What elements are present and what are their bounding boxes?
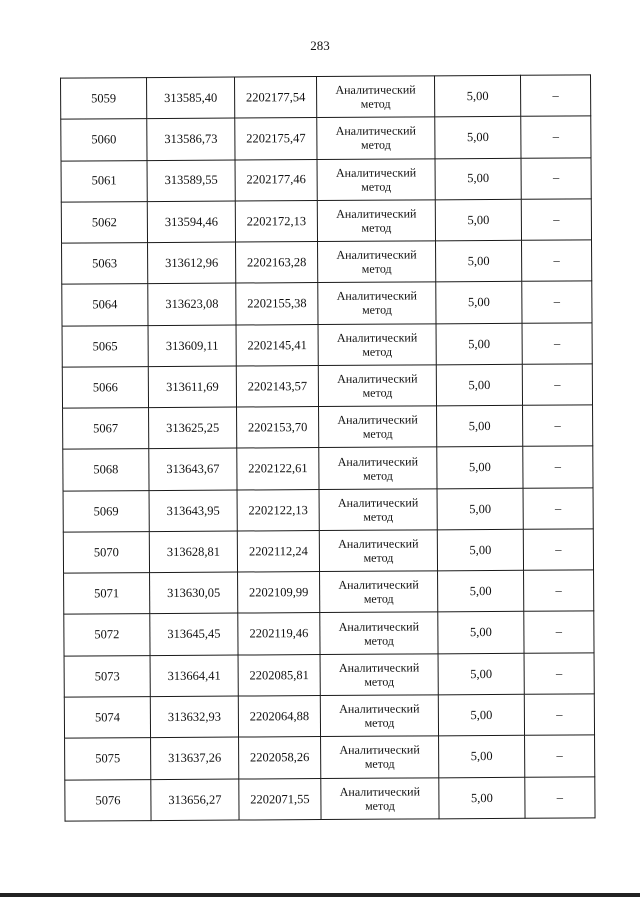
table-row (61, 157, 591, 202)
x-coordinate-cell: 313628,81 (149, 531, 237, 573)
table-row (63, 488, 593, 533)
error-value-cell: 5,00 (435, 199, 521, 241)
y-coordinate-cell: 2202153,70 (237, 407, 319, 449)
method-line-2: метод (364, 633, 394, 648)
method-line-1: Аналитический (338, 536, 419, 551)
method-cell (320, 571, 438, 613)
method-cell (321, 777, 439, 819)
table-row (65, 735, 595, 780)
method-line-1: Аналитический (337, 453, 419, 469)
x-coordinate-cell: 313623,08 (148, 283, 236, 325)
method-cell (320, 612, 438, 654)
method-cell (318, 241, 436, 283)
point-number-cell: 5076 (65, 779, 151, 821)
table-row (62, 281, 592, 326)
y-coordinate-cell: 2202122,61 (237, 448, 319, 490)
scan-bottom-edge (0, 893, 640, 897)
method-cell (318, 365, 436, 407)
coordinates-table-wrapper (60, 74, 595, 821)
x-coordinate-cell: 313643,67 (149, 448, 237, 490)
method-cell (319, 488, 437, 530)
error-value-cell: 5,00 (437, 405, 523, 447)
error-value-cell: 5,00 (437, 529, 523, 571)
table-row (62, 364, 592, 409)
error-value-cell: 5,00 (435, 75, 521, 117)
note-cell: – (524, 653, 594, 695)
note-cell: – (522, 240, 592, 282)
note-cell: – (520, 75, 590, 117)
x-coordinate-cell: 313612,96 (148, 242, 236, 284)
method-line-2: метод (364, 756, 395, 772)
point-number-cell: 5062 (61, 201, 147, 243)
error-value-cell: 5,00 (439, 777, 525, 819)
method-line-1: Аналитический (336, 288, 418, 304)
y-coordinate-cell: 2202177,46 (235, 159, 317, 201)
x-coordinate-cell: 313630,05 (150, 572, 238, 614)
note-cell: – (525, 776, 595, 818)
method-cell (317, 76, 435, 118)
note-cell: – (525, 735, 595, 777)
error-value-cell: 5,00 (436, 364, 522, 406)
point-number-cell: 5072 (64, 614, 150, 656)
error-value-cell: 5,00 (438, 570, 524, 612)
method-line-2: метод (363, 468, 393, 483)
error-value-cell: 5,00 (437, 447, 523, 489)
table-row (65, 776, 595, 821)
table-row (64, 653, 594, 698)
x-coordinate-cell: 313637,26 (151, 737, 239, 779)
point-number-cell: 5074 (64, 697, 150, 739)
note-cell: – (523, 405, 593, 447)
note-cell: – (521, 199, 591, 241)
error-value-cell: 5,00 (436, 282, 522, 324)
table-row (63, 446, 593, 491)
method-cell (317, 158, 435, 200)
table-row (61, 116, 591, 161)
method-cell (321, 736, 439, 778)
note-cell: – (521, 157, 591, 199)
y-coordinate-cell: 2202175,47 (235, 118, 317, 160)
note-cell: – (523, 488, 593, 530)
method-cell (317, 200, 435, 242)
note-cell: – (522, 364, 592, 406)
error-value-cell: 5,00 (435, 117, 521, 159)
method-line-2: метод (361, 303, 392, 318)
y-coordinate-cell: 2202145,41 (236, 324, 318, 366)
error-value-cell: 5,00 (435, 158, 521, 200)
x-coordinate-cell: 313611,69 (148, 366, 236, 408)
x-coordinate-cell: 313585,40 (147, 77, 235, 119)
method-line-2: метод (361, 179, 392, 194)
point-number-cell: 5065 (62, 325, 148, 367)
y-coordinate-cell: 2202163,28 (236, 242, 318, 284)
method-line-1: Аналитический (335, 165, 417, 180)
error-value-cell: 5,00 (438, 612, 524, 654)
error-value-cell: 5,00 (438, 694, 524, 736)
error-value-cell: 5,00 (437, 488, 523, 530)
point-number-cell: 5060 (61, 119, 147, 161)
y-coordinate-cell: 2202064,88 (238, 696, 320, 738)
x-coordinate-cell: 313645,45 (150, 613, 238, 655)
method-cell (317, 117, 435, 159)
method-line-1: Аналитический (339, 784, 421, 799)
method-line-2: метод (362, 426, 393, 442)
table-row (63, 529, 593, 574)
table-row (64, 694, 594, 739)
method-line-1: Аналитический (337, 495, 419, 510)
method-line-2: метод (364, 674, 395, 689)
error-value-cell: 5,00 (436, 323, 522, 365)
method-cell (319, 447, 437, 489)
point-number-cell: 5070 (63, 532, 149, 574)
method-line-1: Аналитический (338, 660, 420, 675)
note-cell: – (524, 694, 594, 736)
method-line-2: метод (361, 261, 392, 276)
table-row (62, 322, 592, 367)
point-number-cell: 5059 (61, 78, 147, 120)
note-cell: – (523, 529, 593, 571)
method-line-2: метод (361, 220, 392, 235)
note-cell: – (524, 570, 594, 612)
point-number-cell: 5069 (63, 490, 149, 532)
table-row (61, 75, 591, 120)
note-cell: – (524, 611, 594, 653)
method-line-2: метод (364, 715, 395, 730)
method-cell (320, 695, 438, 737)
x-coordinate-cell: 313656,27 (151, 779, 239, 821)
method-line-1: Аналитический (335, 123, 417, 139)
point-number-cell: 5063 (62, 243, 148, 285)
table-row (64, 611, 594, 656)
point-number-cell: 5061 (61, 160, 147, 202)
y-coordinate-cell: 2202172,13 (235, 200, 317, 242)
point-number-cell: 5064 (62, 284, 148, 326)
x-coordinate-cell: 313594,46 (147, 201, 235, 243)
y-coordinate-cell: 2202085,81 (238, 654, 320, 696)
method-line-1: Аналитический (335, 82, 416, 98)
point-number-cell: 5068 (63, 449, 149, 491)
y-coordinate-cell: 2202109,99 (238, 572, 320, 614)
x-coordinate-cell: 313643,95 (149, 490, 237, 532)
y-coordinate-cell: 2202071,55 (239, 778, 321, 820)
note-cell: – (523, 446, 593, 488)
page-number: 283 (310, 38, 330, 53)
note-cell: – (522, 281, 592, 323)
method-line-1: Аналитический (337, 371, 418, 386)
note-cell: – (521, 116, 591, 158)
table-row (64, 570, 594, 615)
x-coordinate-cell: 313625,25 (149, 407, 237, 449)
method-line-1: Аналитический (339, 701, 420, 717)
method-line-2: метод (363, 550, 394, 565)
x-coordinate-cell: 313609,11 (148, 325, 236, 367)
method-line-2: метод (365, 798, 395, 813)
method-line-2: метод (363, 591, 394, 607)
table-row (63, 405, 593, 450)
method-line-2: метод (363, 509, 394, 524)
y-coordinate-cell: 2202112,24 (237, 530, 319, 572)
y-coordinate-cell: 2202122,13 (237, 489, 319, 531)
method-line-2: метод (362, 344, 393, 359)
y-coordinate-cell: 2202177,54 (235, 77, 317, 119)
method-line-1: Аналитический (338, 577, 419, 593)
point-number-cell: 5075 (65, 738, 151, 780)
table-body (61, 75, 596, 821)
method-line-1: Аналитический (336, 247, 417, 263)
method-line-2: метод (362, 385, 393, 400)
note-cell: – (522, 322, 592, 364)
method-line-1: Аналитический (336, 330, 418, 345)
point-number-cell: 5066 (62, 366, 148, 408)
method-line-1: Аналитический (338, 619, 420, 634)
method-line-1: Аналитический (339, 742, 420, 758)
method-line-1: Аналитический (336, 206, 417, 221)
coordinates-table (60, 74, 596, 821)
point-number-cell: 5067 (63, 408, 149, 450)
error-value-cell: 5,00 (436, 240, 522, 282)
x-coordinate-cell: 313632,93 (150, 696, 238, 738)
point-number-cell: 5073 (64, 655, 150, 697)
x-coordinate-cell: 313586,73 (147, 118, 235, 160)
method-cell (318, 323, 436, 365)
x-coordinate-cell: 313589,55 (147, 160, 235, 202)
method-cell (319, 530, 437, 572)
table-row (62, 240, 592, 285)
method-line-1: Аналитический (337, 412, 418, 428)
y-coordinate-cell: 2202119,46 (238, 613, 320, 655)
x-coordinate-cell: 313664,41 (150, 655, 238, 697)
method-cell (320, 654, 438, 696)
y-coordinate-cell: 2202058,26 (239, 737, 321, 779)
error-value-cell: 5,00 (438, 653, 524, 695)
method-cell (318, 282, 436, 324)
method-line-2: метод (360, 96, 391, 111)
table-row (61, 199, 591, 244)
y-coordinate-cell: 2202155,38 (236, 283, 318, 325)
error-value-cell: 5,00 (439, 736, 525, 778)
point-number-cell: 5071 (64, 573, 150, 615)
method-cell (319, 406, 437, 448)
method-line-2: метод (360, 137, 391, 153)
y-coordinate-cell: 2202143,57 (236, 365, 318, 407)
